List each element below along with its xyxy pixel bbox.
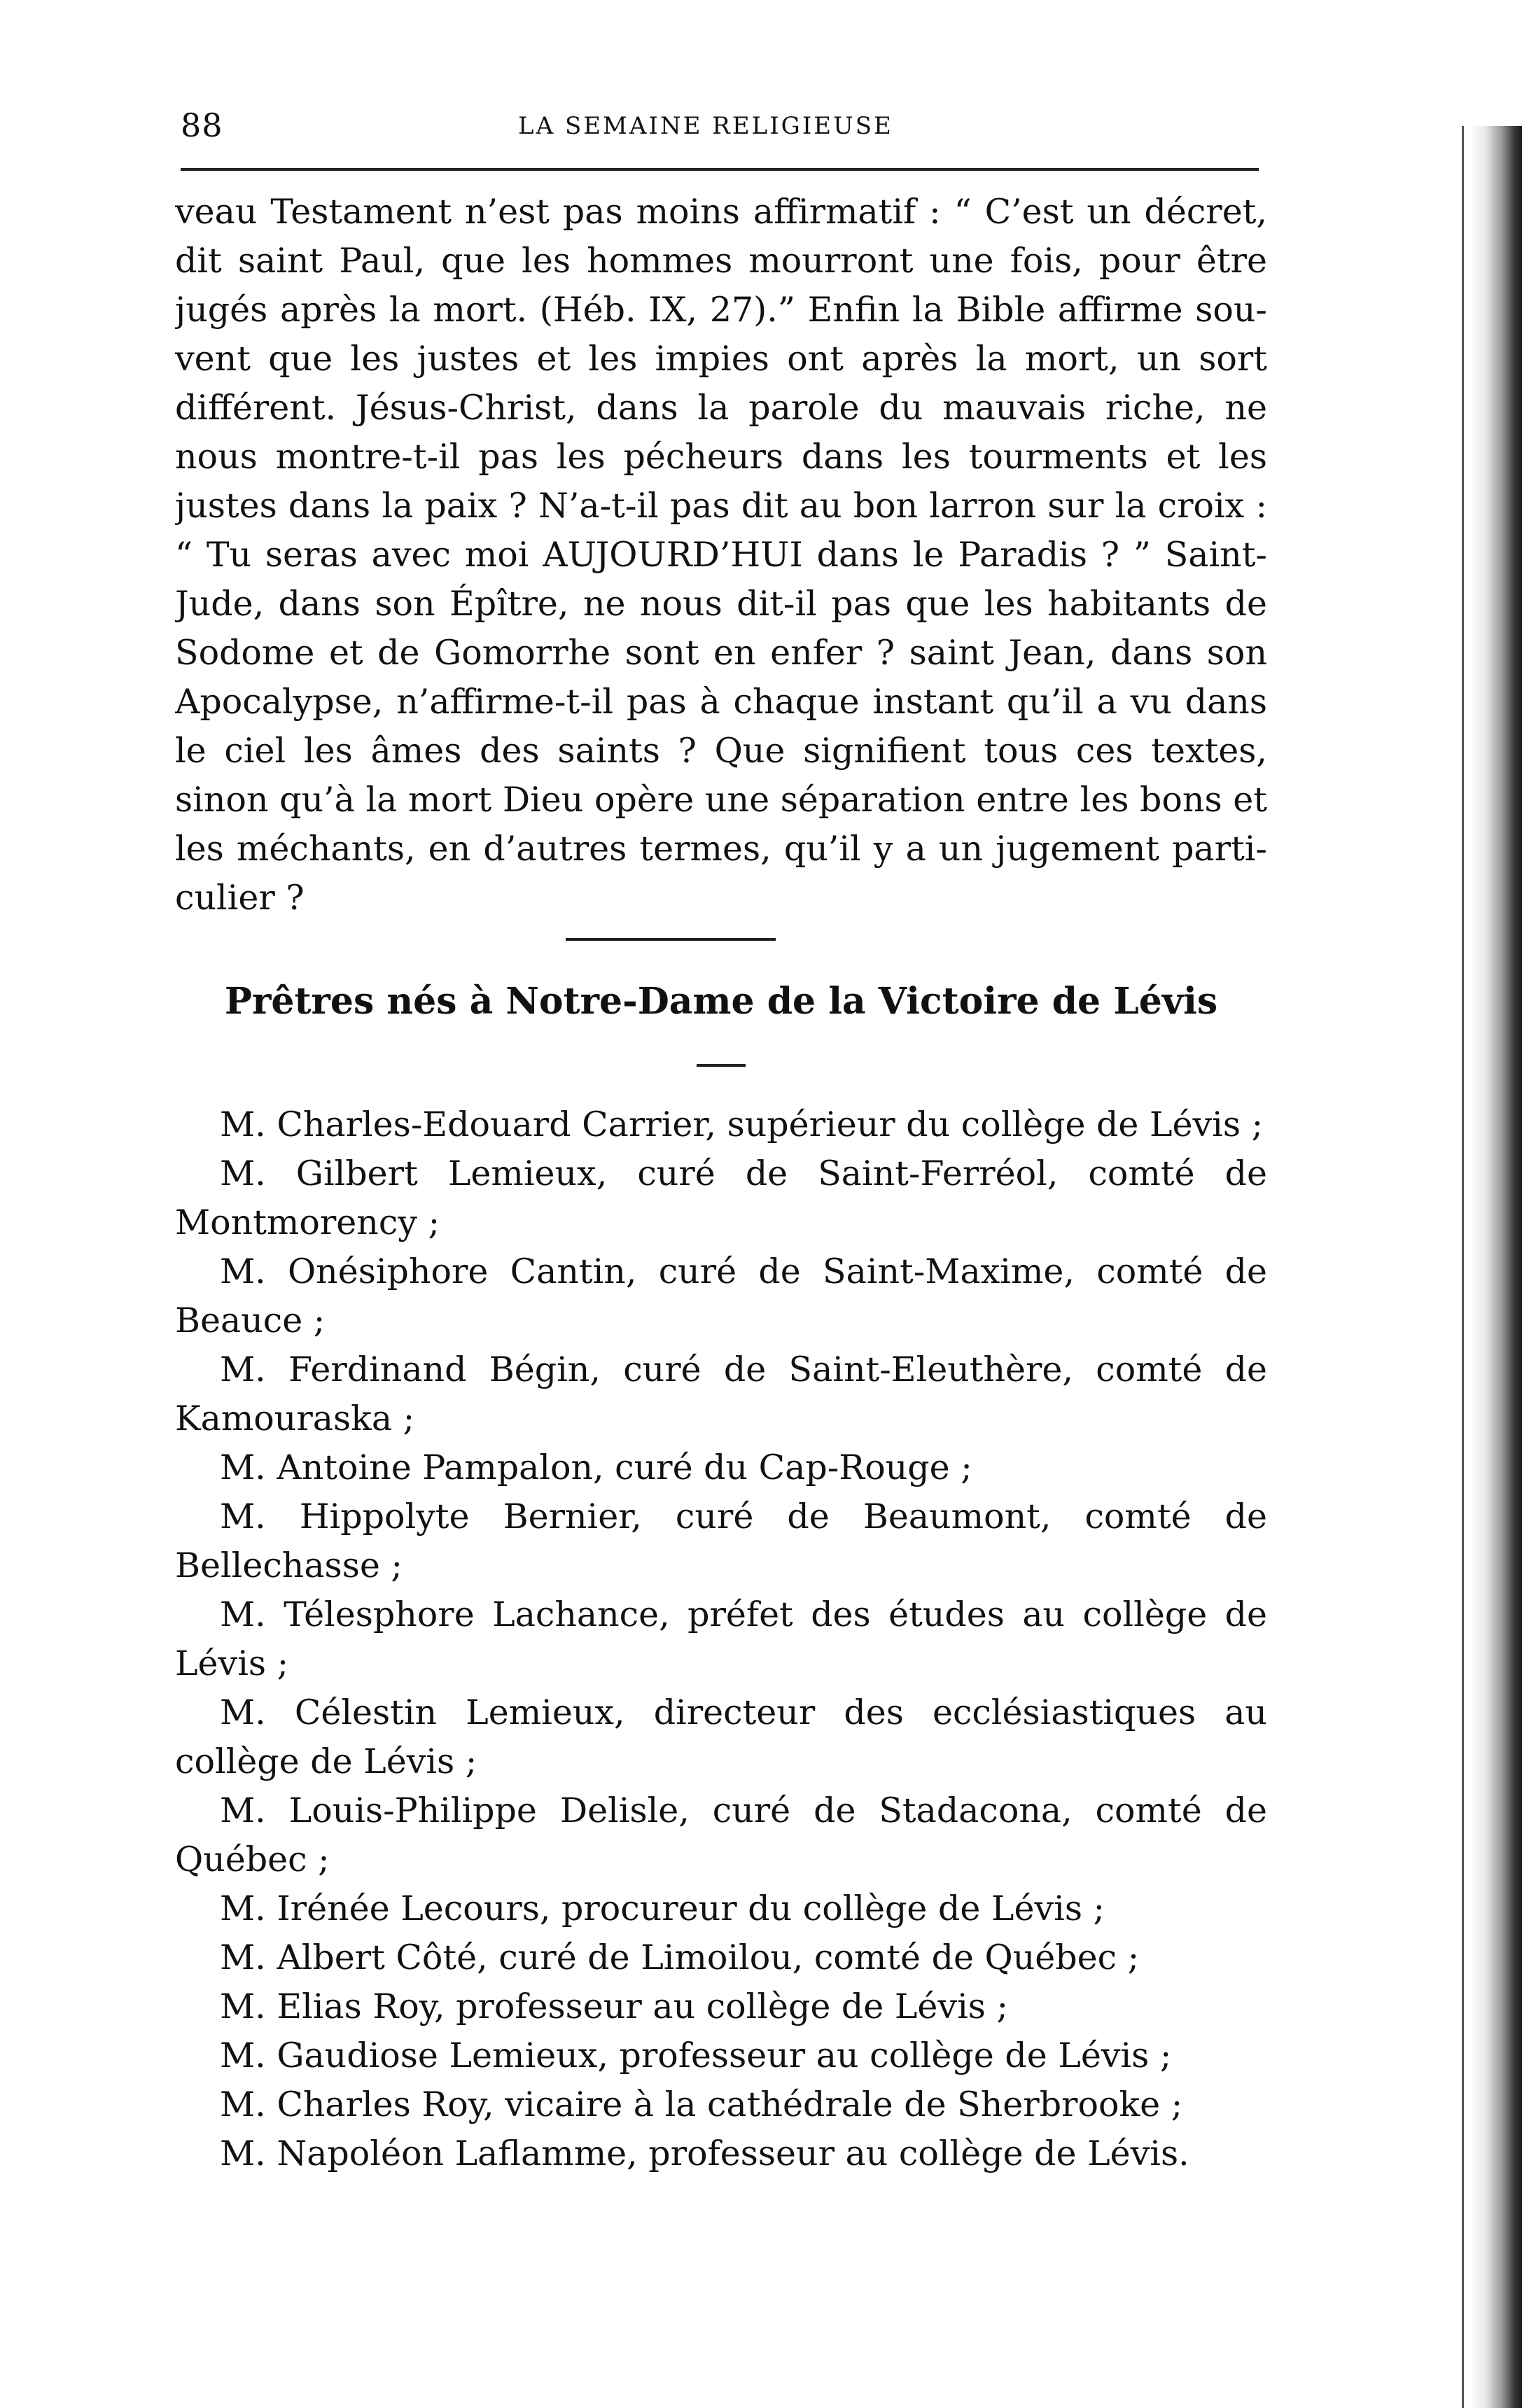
list-item: M. Ferdinand Bégin, curé de Saint-Eleuthère, comté de Kamouraska ; [175, 1350, 1267, 1438]
list-item: M. Hippolyte Bernier, curé de Beaumont, comté de Bellechasse ; [175, 1497, 1267, 1586]
running-title: LA SEMAINE RELIGIEUSE [518, 112, 893, 140]
body-line: jugés après la mort. (Héb. IX, 27).” Enfin la Bible affirme sou- [175, 290, 1267, 330]
body-line: justes dans la paix ? N’a-t-il pas dit au bon larron sur la croix : [175, 486, 1267, 526]
body-line: sinon qu’à la mort Dieu opère une séparation entre les bons et [175, 780, 1267, 820]
body-line: les méchants, en d’autres termes, qu’il y a un jugement parti- [175, 829, 1267, 869]
list-item: M. Irénée Lecours, procureur du collège de Lévis ; [220, 1889, 1105, 1928]
list-item: M. Albert Côté, curé de Limoilou, comté de Québec ; [220, 1938, 1140, 1977]
list-item: M. Elias Roy, professeur au collège de Lévis ; [220, 1987, 1008, 2026]
priest-list [175, 1100, 1267, 2178]
body-line: Jude, dans son Épître, ne nous dit-il pas que les habitants de [175, 584, 1267, 624]
list-item: M. Télesphore Lachance, préfet des études au collège de Lévis ; [175, 1595, 1267, 1684]
page-number: 88 [181, 106, 223, 144]
title-underline [697, 1064, 746, 1067]
section-divider [566, 938, 776, 941]
list-item: M. Antoine Pampalon, curé du Cap-Rouge ; [220, 1448, 972, 1488]
body-line: vent que les justes et les impies ont après la mort, un sort [175, 339, 1267, 379]
list-item: M. Louis-Philippe Delisle, curé de Stadacona, comté de Québec ; [175, 1791, 1267, 1879]
body-line: le ciel les âmes des saints ? Que signifient tous ces textes, [175, 731, 1267, 771]
list-item: M. Onésiphore Cantin, curé de Saint-Maxime, comté de Beauce ; [175, 1252, 1267, 1340]
scan-edge-shadow [1470, 126, 1522, 2408]
body-line: culier ? [175, 878, 305, 918]
body-paragraph [175, 188, 1267, 923]
body-line: “ Tu seras avec moi AUJOURD’HUI dans le Paradis ? ” Saint- [175, 535, 1267, 575]
body-line: Apocalypse, n’affirme-t-il pas à chaque instant qu’il a vu dans [175, 682, 1267, 722]
body-line: veau Testament n’est pas moins affirmatif : “ C’est un décret, [175, 192, 1267, 232]
body-line: dit saint Paul, que les hommes mourront une fois, pour être [175, 241, 1267, 281]
section-title: Prêtres nés à Notre-Dame de la Victoire de Lévis [224, 980, 1218, 1023]
list-item: M. Gilbert Lemieux, curé de Saint-Ferréol, comté de Montmorency ; [175, 1154, 1267, 1242]
page-edge-line [1462, 126, 1464, 2408]
list-item: M. Charles Roy, vicaire à la cathédrale de Sherbrooke ; [220, 2085, 1183, 2124]
body-line: nous montre-t-il pas les pécheurs dans les tourments et les [175, 437, 1267, 477]
header-rule [181, 168, 1259, 171]
body-line: différent. Jésus-Christ, dans la parole du mauvais riche, ne [175, 388, 1267, 428]
list-item: M. Napoléon Laflamme, professeur au collège de Lévis. [220, 2134, 1189, 2174]
list-item: M. Célestin Lemieux, directeur des ecclésiastiques au collège de Lévis ; [175, 1693, 1267, 1782]
list-item: M. Charles-Edouard Carrier, supérieur du collège de Lévis ; [220, 1105, 1264, 1144]
list-item: M. Gaudiose Lemieux, professeur au collège de Lévis ; [220, 2036, 1172, 2076]
body-line: Sodome et de Gomorrhe sont en enfer ? saint Jean, dans son [175, 633, 1267, 673]
